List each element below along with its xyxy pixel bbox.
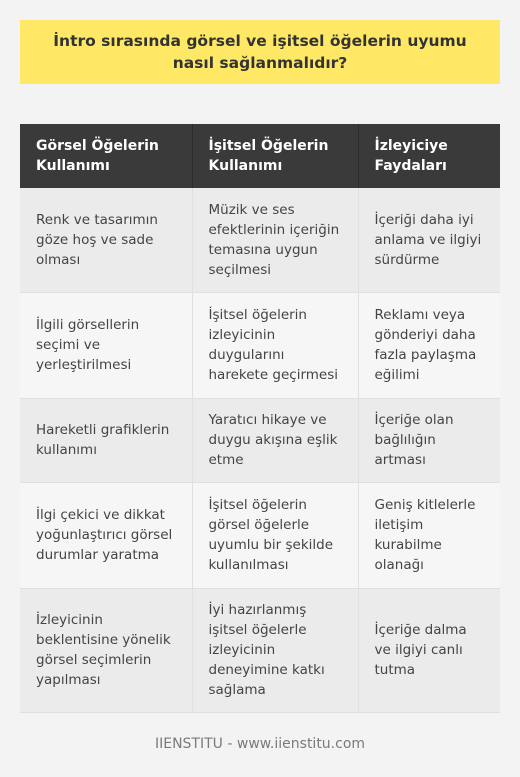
table-cell: İçeriğe dalma ve ilgiyi canlı tutma <box>358 588 500 712</box>
table-cell: Müzik ve ses efektlerinin içeriğin temasına uygun seçilmesi <box>192 188 358 292</box>
footer-credit: IIENSTITU - www.iienstitu.com <box>154 736 366 752</box>
table-cell: İşitsel öğelerin görsel öğelerle uyumlu bir şekilde kullanılması <box>192 482 358 588</box>
table-cell: Renk ve tasarımın göze hoş ve sade olması <box>20 188 192 292</box>
table-cell: İyi hazırlanmış işitsel öğelerle izleyicinin deneyimine katkı sağlama <box>192 588 358 712</box>
header-viewer-benefits: İzleyiciye Faydaları <box>358 124 500 188</box>
table-cell: İlgi çekici ve dikkat yoğunlaştırıcı görsel durumlar yaratma <box>20 482 192 588</box>
table-row <box>20 292 500 398</box>
table-cell: İşitsel öğelerin izleyicinin duygularını harekete geçirmesi <box>192 292 358 398</box>
table-cell: İzleyicinin beklentisine yönelik görsel seçimlerin yapılması <box>20 588 192 712</box>
header-visual-usage: Görsel Öğelerin Kullanımı <box>20 124 192 188</box>
table-row <box>20 482 500 588</box>
table-cell: Hareketli grafiklerin kullanımı <box>20 398 192 482</box>
table-row <box>20 398 500 482</box>
table-cell: İlgili görsellerin seçimi ve yerleştirilmesi <box>20 292 192 398</box>
table-row <box>20 588 500 712</box>
table-row <box>20 188 500 292</box>
header-audio-usage: İşitsel Öğelerin Kullanımı <box>192 124 358 188</box>
table-cell: Reklamı veya gönderiyi daha fazla paylaşma eğilimi <box>358 292 500 398</box>
table-cell: İçeriğe olan bağlılığın artması <box>358 398 500 482</box>
table-cell: Geniş kitlelerle iletişim kurabilme olanağı <box>358 482 500 588</box>
table-cell: Yaratıcı hikaye ve duygu akışına eşlik etme <box>192 398 358 482</box>
comparison-table <box>20 124 500 713</box>
page-title: İntro sırasında görsel ve işitsel öğelerin uyumu nasıl sağlanmalıdır? <box>53 32 467 72</box>
title-banner <box>20 20 500 84</box>
table-header-row <box>20 124 500 188</box>
table-cell: İçeriği daha iyi anlama ve ilgiyi sürdürme <box>358 188 500 292</box>
